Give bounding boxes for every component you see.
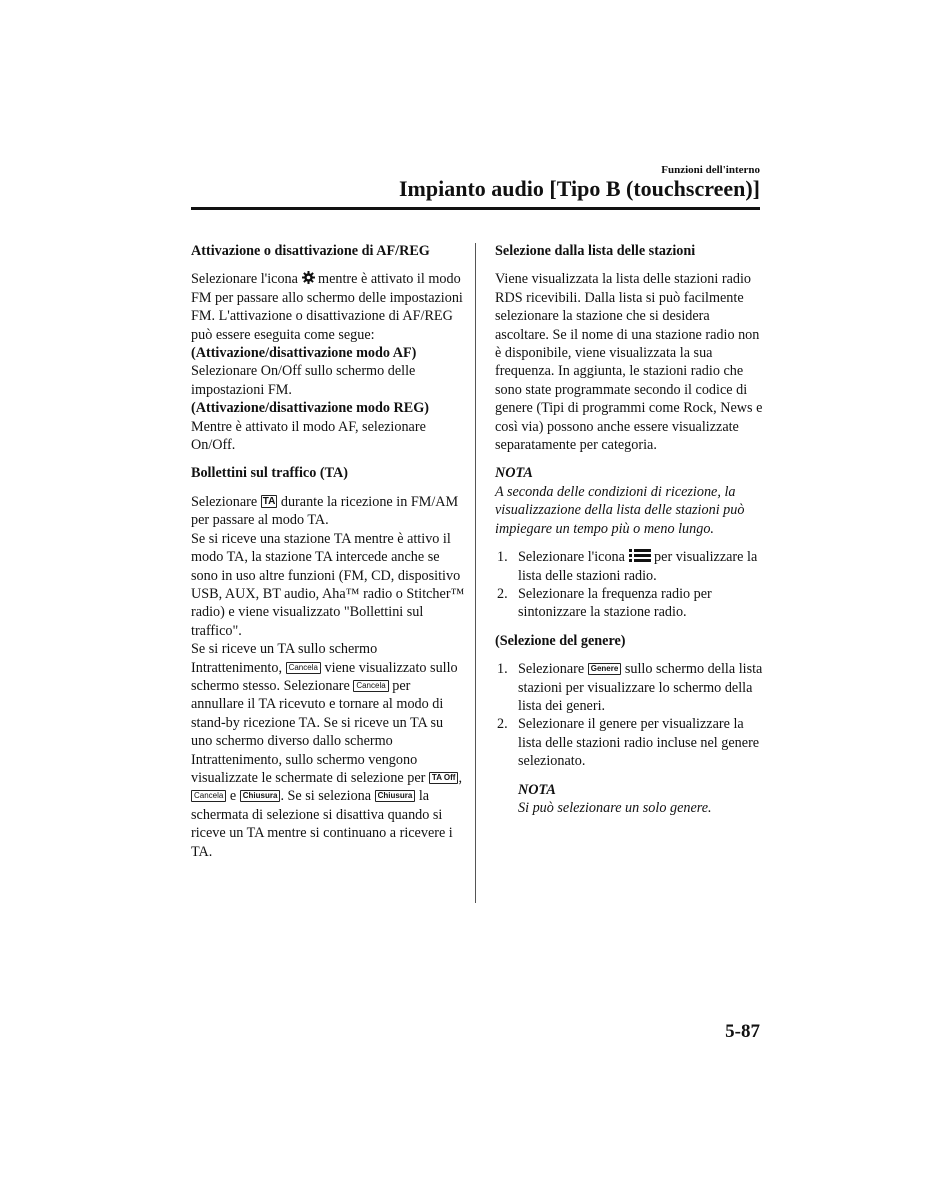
genre-button: Genere (588, 663, 622, 675)
settings-gear-icon (302, 271, 315, 284)
list-number: 2. (497, 716, 508, 733)
paragraph-af-reg-intro (191, 270, 466, 344)
list-number: 1. (497, 661, 508, 678)
text-segment: Selezionare il genere per visualizzare la lista delle stazioni radio incluse nel genere selezionato. (518, 716, 760, 770)
list-item (495, 548, 765, 585)
left-column (191, 242, 466, 861)
close-button: Chiusura (240, 790, 281, 802)
right-column (495, 242, 765, 817)
list-item (495, 585, 765, 622)
cancel-button: Cancela (286, 662, 321, 674)
genre-note (495, 781, 765, 818)
list-item (495, 660, 765, 715)
list-number: 1. (497, 549, 508, 566)
ta-button: TA (262, 495, 276, 507)
paragraph-traffic-3 (191, 640, 466, 861)
note-text: A seconda delle condizioni di ricezione, la visualizzazione della lista delle stazioni può impiegare un tempo più o meno lungo. (495, 483, 745, 537)
text-segment: Selezionare l'icona (518, 549, 629, 566)
text-segment: viene visualizzato sullo schermo stesso. Selezionare (191, 659, 458, 694)
page-title: Impianto audio [Tipo B (touchscreen)] (398, 176, 760, 201)
paragraph-traffic-1 (191, 493, 466, 530)
list-icon (629, 549, 651, 562)
paragraph-af-mode: Selezionare On/Off sullo schermo delle impostazioni FM. (191, 363, 416, 398)
text-segment: mentre è attivato il modo FM per passare allo schermo delle impostazioni FM. L'attivazione o disattivazione di AF/REG può essere eseguita come segue: (191, 271, 463, 343)
header-rule (191, 207, 760, 210)
heading-af-reg: Attivazione o disattivazione di AF/REG (191, 243, 430, 259)
list-number: 2. (497, 585, 508, 602)
station-list-steps (495, 548, 765, 622)
text-segment: Selezionare (518, 661, 588, 678)
cancel-button: Cancela (191, 790, 226, 802)
heading-station-list: Selezione dalla lista delle stazioni (495, 243, 696, 259)
list-item (495, 715, 765, 770)
text-segment: e (226, 788, 240, 805)
cancel-button: Cancela (353, 680, 388, 692)
text-segment: per annullare il TA ricevuto e tornare al modo di stand-by ricezione TA. Se si riceve un TA su uno schermo diverso dallo schermo Intrattenimento, sullo schermo vengono visualizzate le schermate di selezione per (191, 677, 444, 786)
text-segment: Selezionare (191, 493, 261, 510)
paragraph-traffic-2: Se si riceve una stazione TA mentre è attivo il modo TA, la stazione TA intercede anche se sono in uso altre funzioni (FM, CD, dispositivo USB, AUX, BT audio, Aha™ radio o Stitcher™ radio) e viene visualizzato "Bollettini sul traffico". (191, 530, 465, 639)
subheading-reg-mode: (Attivazione/disattivazione modo REG) (191, 400, 430, 417)
text-segment: Se si riceve un TA sullo schermo Intrattenimento, (191, 641, 378, 676)
text-segment: Selezionare la frequenza radio per sintonizzare la stazione radio. (518, 585, 712, 621)
genre-steps (495, 660, 765, 770)
note-text: Si può selezionare un solo genere. (518, 799, 712, 816)
ta-off-button: TA Off (429, 772, 459, 784)
text-segment: . Se si seleziona (280, 788, 375, 805)
text-segment: sullo schermo della lista stazioni per visualizzare lo schermo della lista dei generi. (518, 661, 763, 714)
text-segment: per visualizzare la lista delle stazioni radio. (518, 549, 758, 584)
paragraph-station-list: Viene visualizzata la lista delle stazioni radio RDS ricevibili. Dalla lista si può facilmente selezionare la stazione che si desidera ascoltare. Se il nome di una stazione radio non è disponibile, viene visualizzata la sua frequenza. In aggiunta, le stazioni radio che sono state programmate secondo il codice di genere (Tipi di programmi come Rock, News e così via) possono anche essere visualizzate separatamente per categoria. (495, 271, 763, 454)
text-segment: la schermata di selezione si disattiva quando si riceve un TA mentre si continuano a ricevere i TA. (191, 788, 453, 860)
text-segment: Selezionare l'icona (191, 271, 302, 288)
heading-traffic: Bollettini sul traffico (TA) (191, 465, 348, 482)
page-number: 5-87 (725, 1021, 760, 1042)
note-label: NOTA (495, 465, 533, 482)
note-label: NOTA (518, 781, 556, 798)
heading-genre: (Selezione del genere) (495, 632, 626, 649)
text-segment: durante la ricezione in FM/AM per passare al modo TA. (191, 493, 459, 529)
subheading-af-mode: (Attivazione/disattivazione modo AF) (191, 345, 417, 362)
column-divider (475, 243, 476, 903)
close-button: Chiusura (375, 790, 416, 802)
text-segment: , (458, 769, 463, 786)
section-header: Funzioni dell'interno (661, 164, 760, 176)
paragraph-reg-mode: Mentre è attivato il modo AF, selezionare On/Off. (191, 418, 426, 454)
